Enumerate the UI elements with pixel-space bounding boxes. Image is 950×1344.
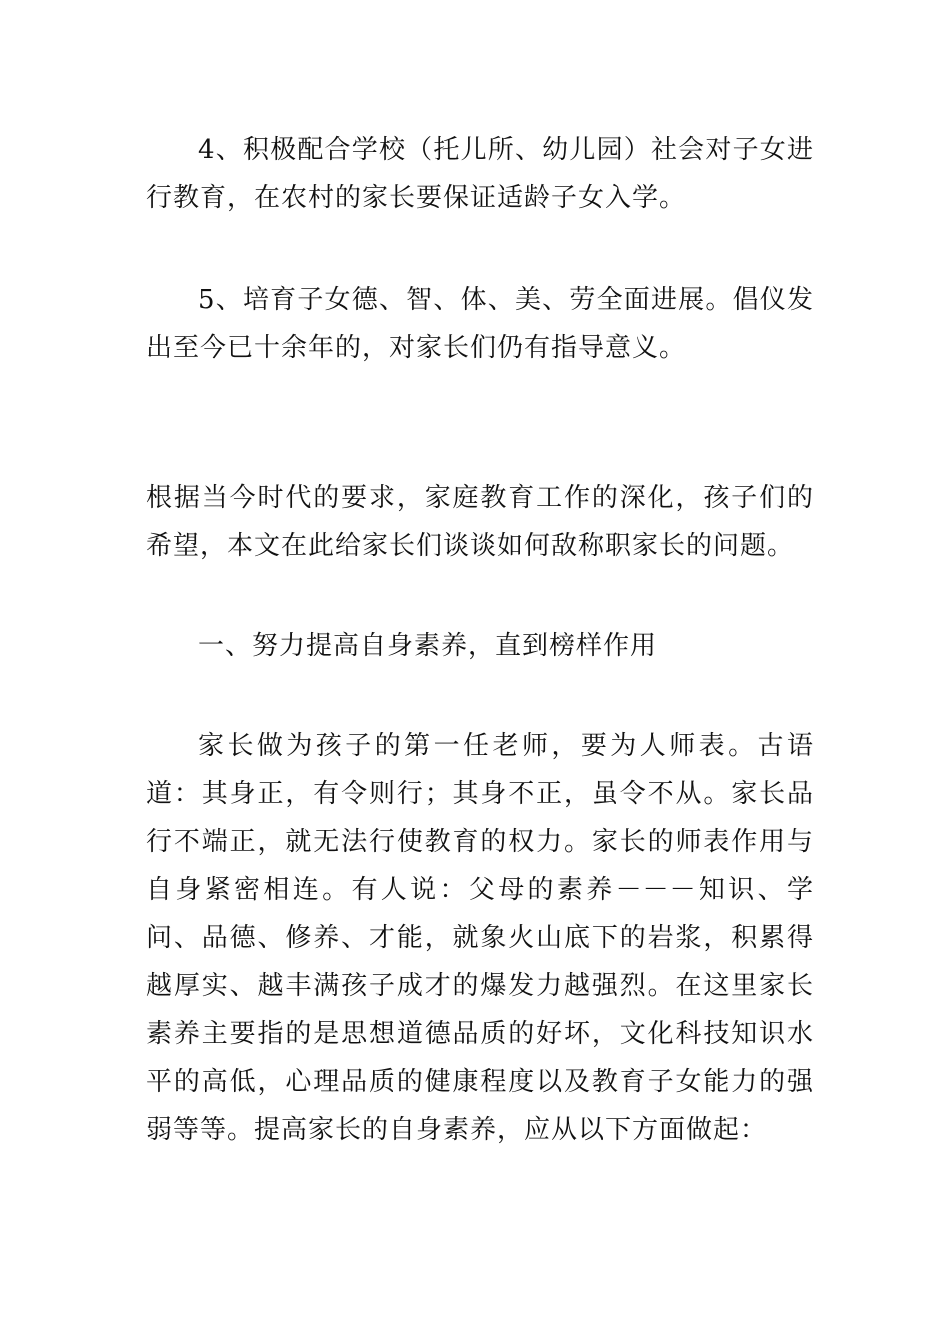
- paragraph-intro: 根据当今时代的要求，家庭教育工作的深化，孩子们的希望，本文在此给家长们谈谈如何敌称职家长的问题。: [146, 483, 814, 561]
- paragraph-item-4: 4、积极配合学校（托儿所、幼儿园）社会对子女进行教育，在农村的家长要保证适龄子女入学。: [146, 135, 814, 213]
- paragraph-body-1: 家长做为孩子的第一任老师，要为人师表。古语道：其身正，有令则行；其身不正，虽令不从。家长品行不端正，就无法行使教育的权力。家长的师表作用与自身紧密相连。有人说：父母的素养－－－知识、学问、品德、修养、才能，就象火山底下的岩浆，积累得越厚实、越丰满孩子成才的爆发力越强烈。在这里家长素养主要指的是思想道德品质的好坏，文化科技知识水平的高低，心理品质的健康程度以及教育子女能力的强弱等等。提高家长的自身素养，应从以下方面做起：: [146, 731, 814, 1145]
- paragraph-item-5: 5、培育子女德、智、体、美、劳全面进展。倡仪发出至今已十余年的，对家长们仍有指导意义。: [146, 285, 814, 363]
- section-heading-1: 一、努力提高自身素养，直到榜样作用: [198, 631, 658, 661]
